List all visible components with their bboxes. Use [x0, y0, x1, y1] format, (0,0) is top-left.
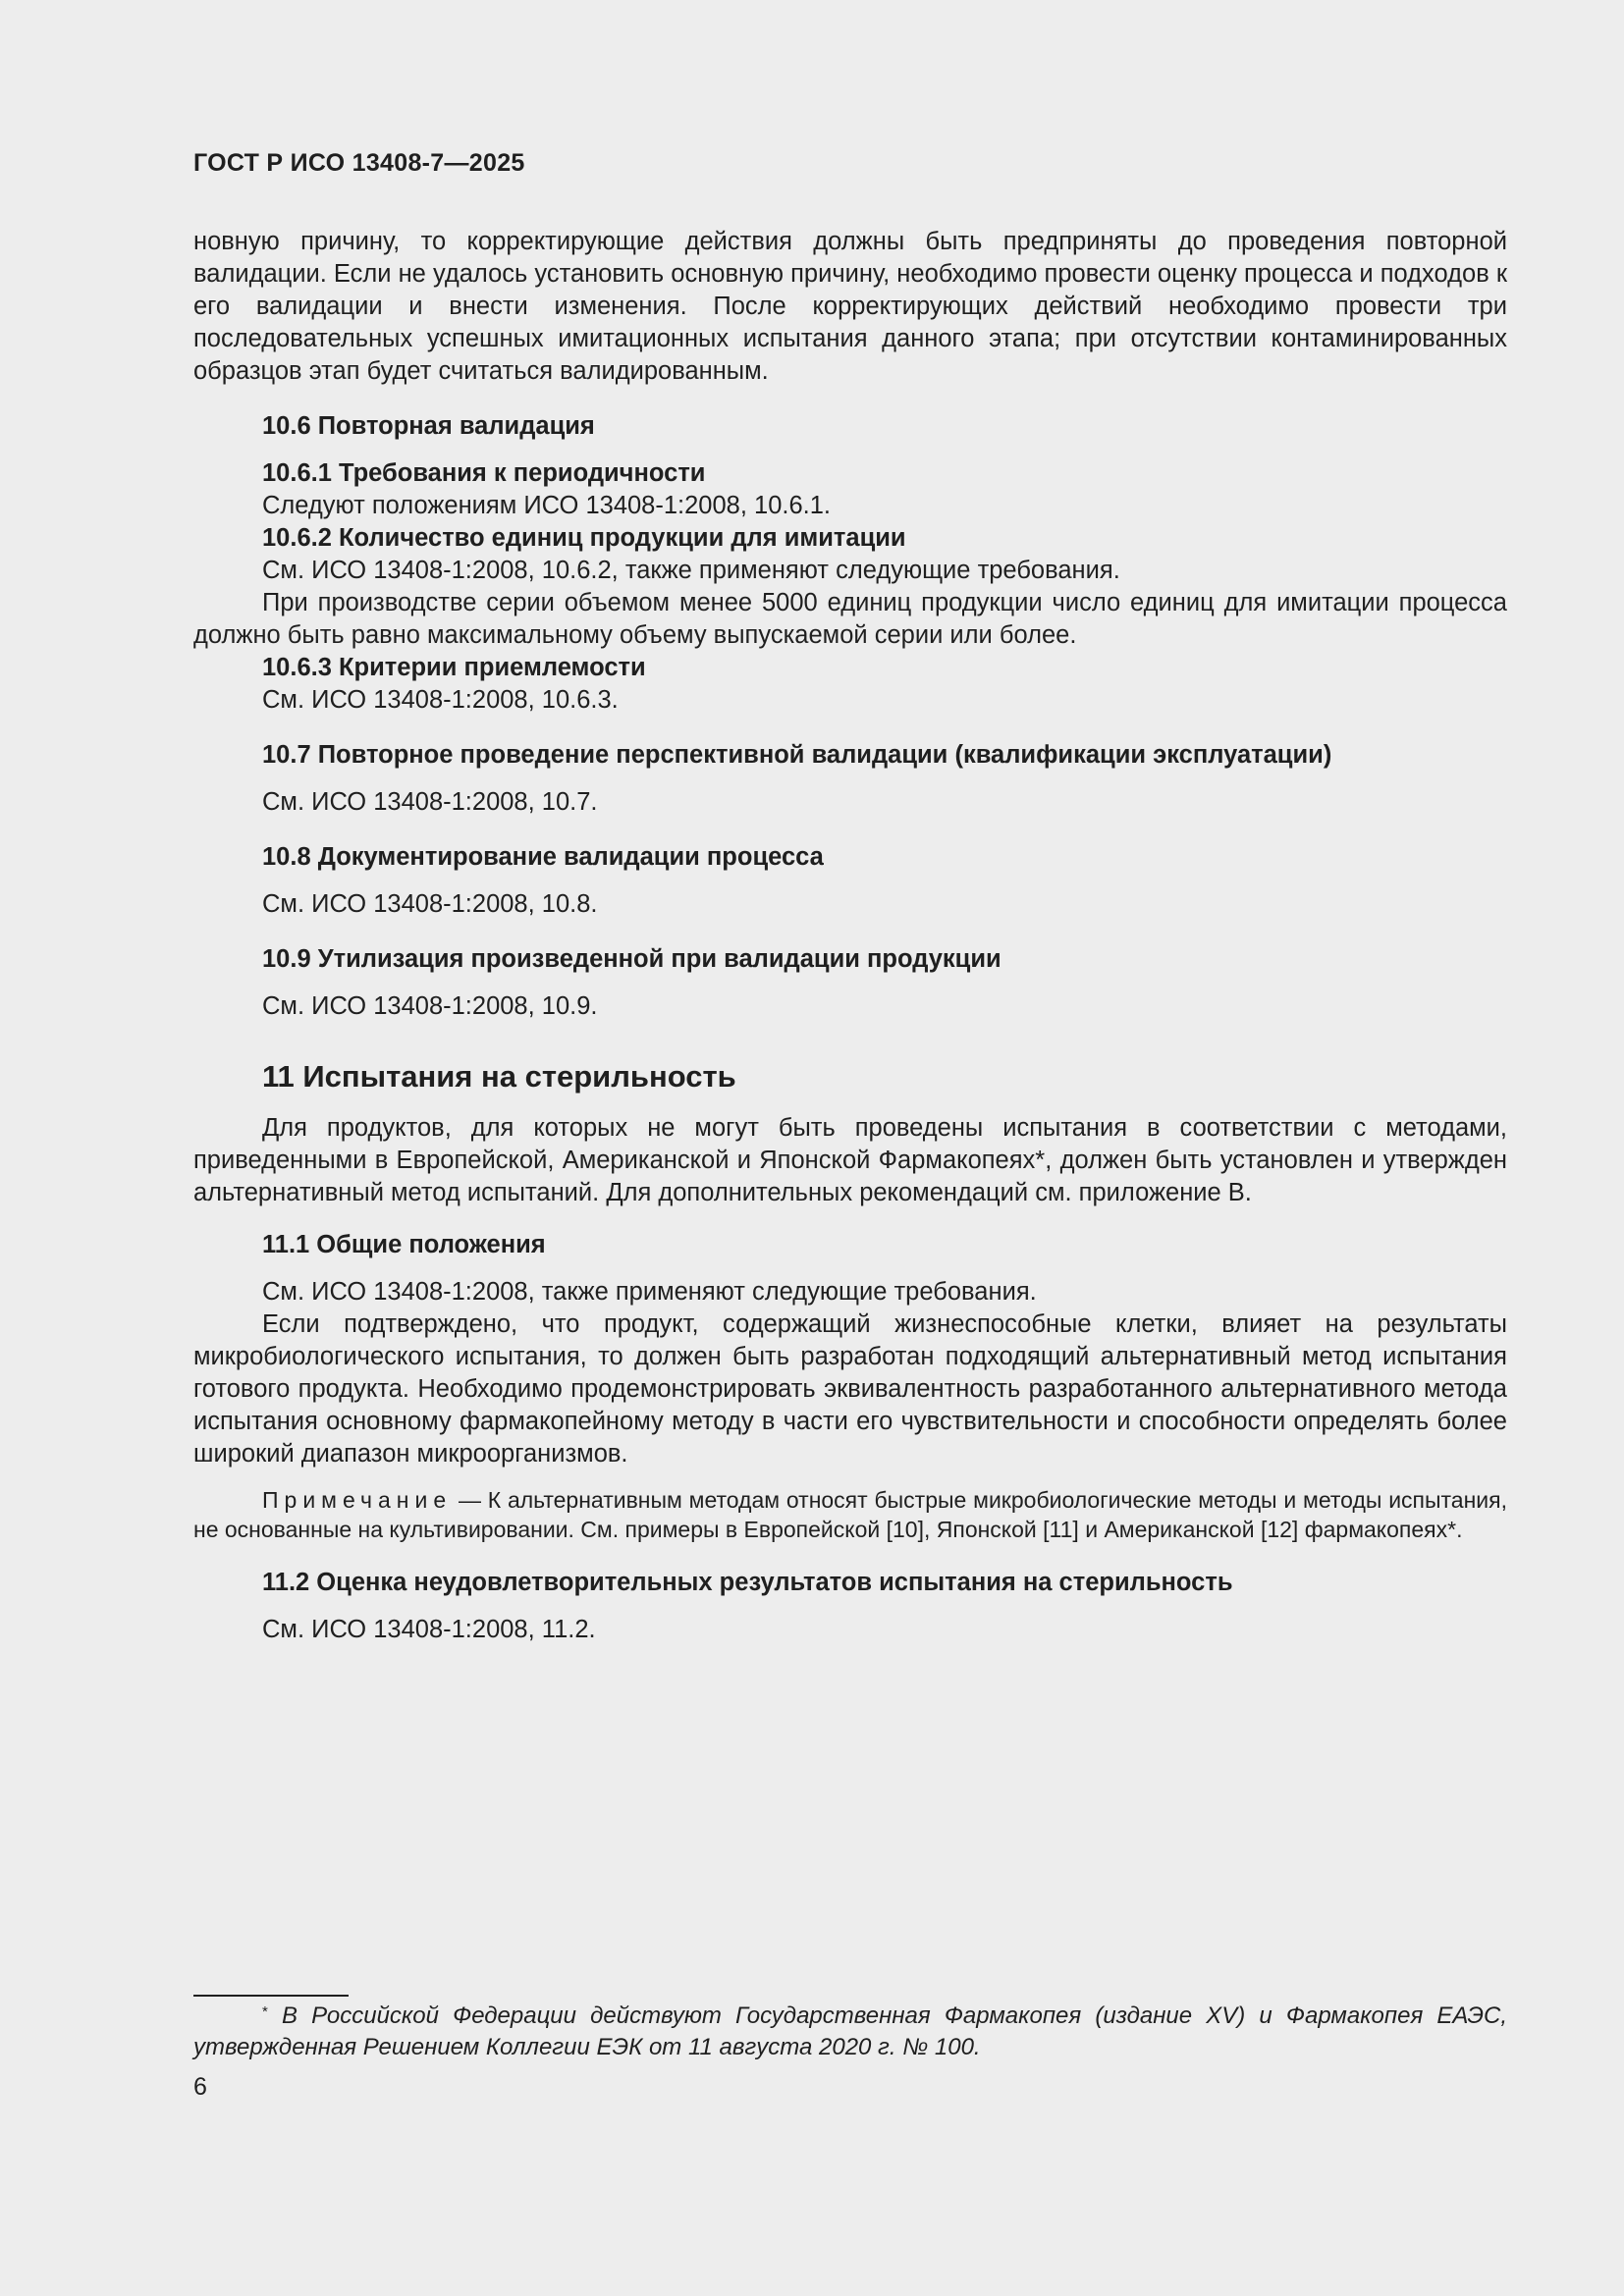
section-11-1-title: 11.1 Общие положения	[262, 1231, 546, 1258]
section-10-6-3-text: См. ИСО 13408-1:2008, 10.6.3.	[262, 686, 619, 714]
section-11-text: Для продуктов, для которых не могут быть проведены испытания в соответствии с методами, приведенными в Европейской, Американской и Японской Фармакопеях*, должен быть установлен и утвержден альтернативный метод испытаний. Для дополнительных рекомендаций см. приложение В.	[193, 1114, 1508, 1206]
footnote-divider	[193, 1995, 349, 1997]
intro-paragraph: новную причину, то корректирующие действия должны быть предприняты до проведения повторной валидации. Если не удалось установить основную причину, необходимо провести оценку процесса и подходов к его валидации и внести изменения. После корректирующих действий необходимо провести три последовательных успешных имитационных испытания данного этапа; при отсутствии контаминированных образцов этап будет считаться валидированным.	[193, 228, 1507, 385]
section-10-6-2-title: 10.6.2 Количество единиц продукции для имитации	[262, 524, 906, 552]
section-10-7-text: См. ИСО 13408-1:2008, 10.7.	[262, 788, 598, 816]
section-10-9-title: 10.9 Утилизация произведенной при валидации продукции	[262, 945, 1001, 973]
footnote-mark: *	[1035, 1147, 1046, 1174]
section-10-6-1-title: 10.6.1 Требования к периодичности	[262, 459, 706, 487]
section-10-6-1-text: Следуют положениям ИСО 13408-1:2008, 10.6.1.	[262, 492, 832, 519]
section-11-1-text2: Если подтверждено, что продукт, содержащий жизнеспособные клетки, влияет на результаты микробиологического испытания, то должен быть разработан подходящий альтернативный метод испытания готового продукта. Необходимо продемонстрировать эквивалентность разработанного альтернативного метода испытания основному фармакопейному методу в части его чувствительности и способности определять более широкий диапазон микроорганизмов.	[193, 1310, 1507, 1468]
note-label: Примечание	[262, 1487, 453, 1513]
document-header: ГОСТ Р ИСО 13408-7—2025	[193, 149, 525, 177]
section-11-title: 11 Испытания на стерильность	[262, 1059, 736, 1094]
section-10-6-2-text1: См. ИСО 13408-1:2008, 10.6.2, также применяют следующие требования.	[262, 557, 1120, 584]
note-text: — К альтернативным методам относят быстрые микробиологические методы и методы испытания, не основанные на культивировании. См. примеры в Европейской [10], Японской [11] и Американской [12] фармакопеях*.	[193, 1487, 1507, 1542]
section-10-9-text: См. ИСО 13408-1:2008, 10.9.	[262, 992, 598, 1020]
section-10-6-title: 10.6 Повторная валидация	[262, 412, 595, 440]
section-10-6-2-text2: При производстве серии объемом менее 5000 единиц продукции число единиц для имитации процесса должно быть равно максимальному объему выпускаемой серии или более.	[193, 589, 1507, 649]
section-10-8-text: См. ИСО 13408-1:2008, 10.8.	[262, 890, 598, 918]
page-number: 6	[193, 2073, 207, 2101]
section-10-7-title: 10.7 Повторное проведение перспективной валидации (квалификации эксплуатации)	[262, 741, 1332, 769]
section-11-1-text1: См. ИСО 13408-1:2008, также применяют следующие требования.	[262, 1278, 1037, 1306]
section-11-2-title: 11.2 Оценка неудовлетворительных результатов испытания на стерильность	[262, 1569, 1233, 1596]
note	[193, 1485, 1507, 1544]
section-10-6-3-title: 10.6.3 Критерии приемлемости	[262, 654, 646, 681]
section-11-2-text: См. ИСО 13408-1:2008, 11.2.	[262, 1616, 596, 1643]
footnote	[193, 2001, 1507, 2063]
section-10-8-title: 10.8 Документирование валидации процесса	[262, 843, 824, 871]
footnote-marker: *	[262, 2003, 268, 2020]
document-body	[193, 226, 1507, 1646]
footnote-text: В Российской Федерации действуют Государственная Фармакопея (издание XV) и Фармакопея ЕАЭС, утвержденная Решением Коллегии ЕЭК от 11 августа 2020 г. № 100.	[193, 2002, 1507, 2060]
